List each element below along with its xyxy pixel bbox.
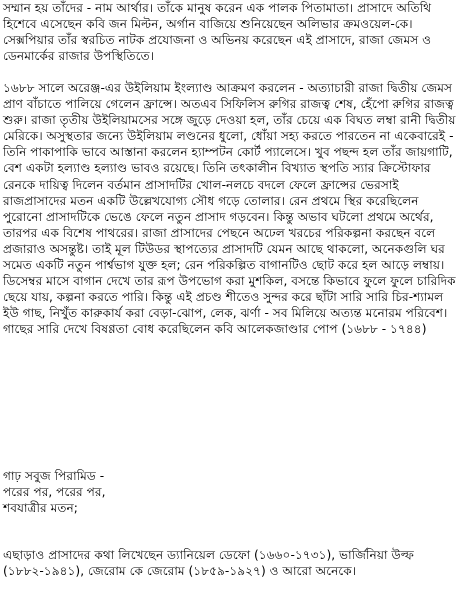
- paragraph-other-writers: এছাড়াও প্রাসাদের কথা লিখেছেন ড্যানিয়েল ডেফো (১৬৬০-১৭৩১), ভার্জিনিয়া উল্ফ (১৮৮২-১৯৪১), জেরোম কে জেরোম (১৮৫৯-১৯২৭) ও আরো অনেকে।: [3, 548, 414, 579]
- paragraph-palace-history: সম্মান হয় তাঁদের - নাম আর্থার। তাঁকে মানুষ করেন এক পালক পিতামাতা। প্রাসাদে অতিথি হিশেবে এসেছেন কবি জন মিল্টন, অর্গান বাজিয়ে শুনিয়েছেন অলিভার ক্রমওয়েল-কে। সেক্সপিয়ার তাঁর স্বরচিত নাটক প্রযোজনা ও অভিনয় করেছেন এই প্রাসাদে, রাজা জেমস ও ডেনমার্কের রাজার উপস্থিতিতে।: [3, 1, 432, 64]
- paragraph-william-of-orange: ১৬৮৮ সালে অরেঞ্জ-এর উইলিয়াম ইংল্যাণ্ড আক্রমণ করলেন - অত্যাচারী রাজা দ্বিতীয় জেমস প্রাণ বাঁচাতে পালিয়ে গেলেন ফ্রান্সে। অতএব সিফিলিস রুগির রাজত্ব শেষ, হেঁপো রুগির রাজত্ব শুরু। রাজা তৃতীয় উইলিয়ামসের সঙ্গে জুড়ে দেওয়া হল, তাঁর চেয়ে এক বিঘত লম্বা রানী দ্বিতীয় মেরিকে। অসুস্থতার জন্যে উইলিয়াম লণ্ডনের ধুলো, ধোঁয়া সহ্য করতে পারতেন না একেবারেই - তিনি পাকাপাকি ভাবে আস্তানা করলেন হ্যাম্পটন কোর্ট প্যালেসে। খুব পছন্দ হল তাঁর জায়গাটি, বেশ একটা হল্যাণ্ড হল্যাণ্ড ভাবও রয়েছে। তিনি তৎকালীন বিখ্যাত স্থপতি স্যার ক্রিস্টোফার রেনকে দায়িত্ব দিলেন বর্তমান প্রাসাদটির খোল-নলচে বদলে ফেলে ফ্রান্সের ভেরসাই রাজপ্রাসাদের মতন একটি উল্লেখযোগ্য সৌধ গড়ে তোলার। রেন প্রথমে স্থির করেছিলেন পুরোনো প্রাসাদটিকে ভেঙে ফেলে নতুন প্রাসাদ গড়বেন। কিন্তু অভাব ঘটলো প্রথমে অর্থের, তারপর এক বিশেষ পাথরের। রাজা প্রাসাদের পেছনে অঢেল খরচের পরিকল্পনা করছেন বলে প্রজারাও অসন্তুষ্ট। তাই মূল টিউডর স্থাপত্যের প্রাসাদটি যেমন আছে থাকলো, অনেকগুলি ঘর সমেত একটি নতুন পার্শ্বভাগ যুক্ত হল; রেন পরিকল্পিত বাগানটিও ছোট করে হল আড়ে লম্বায়। ডিসেম্বর মাসে বাগান দেখে তার রূপ উপভোগ করা মুশকিল, বসন্তে কিভাবে ফুলে ফুলে চারিদিক ছেয়ে যায়, কল্পনা করতে পারি। কিন্তু এই প্রচণ্ড শীতেও সুন্দর করে ছাঁটা সারি সারি চির-শ্যামল ইউ গাছ, নিখুঁত কারুকার্য করা বেড়া-ঝোপ, লেক, ঝর্ণা - সব মিলিয়ে অত্যন্ত মনোরম পরিবেশ। গাছের সারি দেখে বিষণ্ণতা বোধ করেছিলেন কবি আলেকজাণ্ডার পোপ (১৬৮৮ - ১৭৪৪): [3, 81, 456, 337]
- poem-quote: গাঢ় সবুজ পিরামিড - পরের পর, পরের পর, শবযাত্রীর মতন;: [3, 469, 106, 516]
